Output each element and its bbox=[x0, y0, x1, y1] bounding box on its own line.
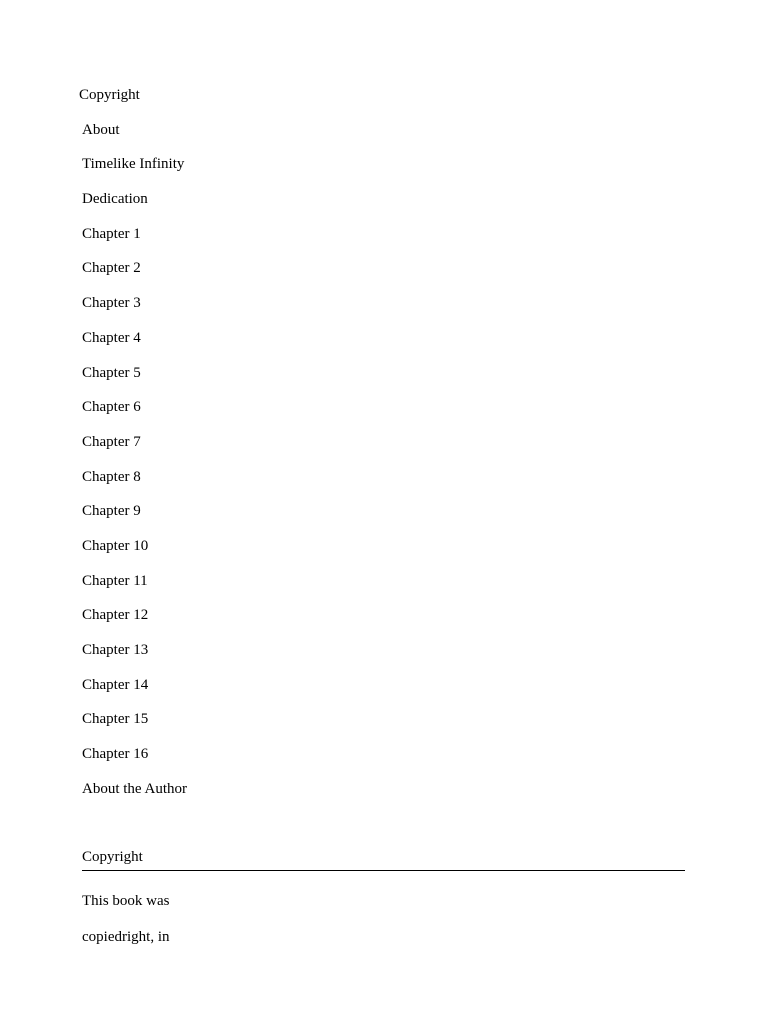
toc-link-chapter-14[interactable]: Chapter 14 bbox=[82, 676, 149, 693]
table-of-contents bbox=[79, 85, 187, 813]
toc-link-chapter-15[interactable]: Chapter 15 bbox=[82, 711, 149, 728]
copyright-heading: Copyright bbox=[82, 849, 143, 865]
toc-link-chapter-6[interactable]: Chapter 6 bbox=[82, 399, 141, 416]
toc-link-chapter-1[interactable]: Chapter 1 bbox=[82, 225, 141, 242]
toc-link-chapter-12[interactable]: Chapter 12 bbox=[82, 607, 149, 624]
toc-link-about-the-author[interactable]: About the Author bbox=[82, 780, 187, 797]
toc-link-chapter-16[interactable]: Chapter 16 bbox=[82, 746, 149, 763]
toc-link-chapter-5[interactable]: Chapter 5 bbox=[82, 364, 141, 381]
toc-link-chapter-10[interactable]: Chapter 10 bbox=[82, 537, 149, 554]
toc-link-chapter-11[interactable]: Chapter 11 bbox=[82, 572, 148, 589]
toc-link-chapter-7[interactable]: Chapter 7 bbox=[82, 433, 141, 450]
toc-link-chapter-13[interactable]: Chapter 13 bbox=[82, 642, 149, 658]
toc-link-chapter-4[interactable]: Chapter 4 bbox=[82, 329, 141, 346]
heading-divider bbox=[82, 870, 685, 871]
toc-link-timelike-infinity[interactable]: Timelike Infinity bbox=[82, 156, 185, 173]
toc-link-chapter-8[interactable]: Chapter 8 bbox=[82, 468, 141, 485]
toc-link-dedication[interactable]: Dedication bbox=[82, 191, 148, 208]
copyright-text-line-1: This book was bbox=[82, 893, 170, 909]
toc-link-chapter-9[interactable]: Chapter 9 bbox=[82, 503, 141, 520]
toc-link-copyright[interactable]: Copyright bbox=[79, 87, 140, 103]
copyright-text-line-2: copiedright, in bbox=[82, 929, 170, 945]
toc-link-chapter-2[interactable]: Chapter 2 bbox=[82, 260, 141, 277]
toc-link-chapter-3[interactable]: Chapter 3 bbox=[82, 295, 141, 312]
toc-link-about[interactable]: About bbox=[82, 121, 120, 138]
